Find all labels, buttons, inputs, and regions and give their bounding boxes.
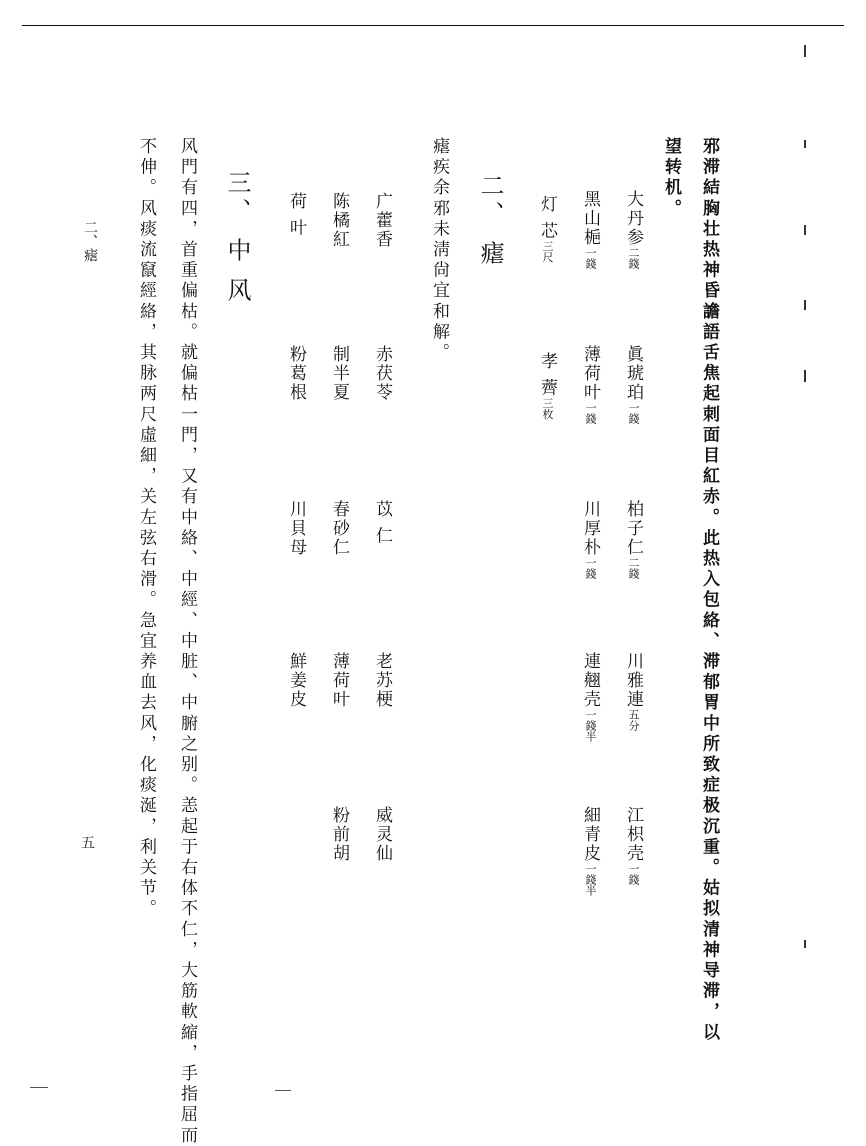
herb-entry — [624, 190, 641, 269]
top-rule — [22, 25, 844, 26]
herb-name: 黑山梔 — [580, 190, 600, 247]
herb-name: 大丹参 — [623, 190, 643, 247]
herb-name: 眞琥珀 — [623, 345, 643, 402]
body-column: 邪滞結胸壮热神昏譫語舌焦起刺面目紅赤。此热入包絡、滞郁胃中所致症极沉重。姑拟清神导滞，以 — [699, 137, 719, 1044]
margin-mark — [804, 940, 806, 948]
page-number: 五 — [79, 835, 95, 849]
herb-entry — [581, 190, 598, 269]
herb-dose: 一錢 — [584, 247, 597, 269]
herb-dose: 二錢 — [627, 247, 640, 269]
herb-dose: 一錢 — [584, 402, 597, 424]
herb-name: 連翹壳 — [580, 652, 600, 709]
herb-name: 赤茯苓 — [372, 345, 392, 402]
margin-mark — [804, 300, 806, 310]
herb-name: 粉前胡 — [329, 806, 349, 863]
margin-mark — [804, 45, 806, 57]
running-header: 二、瘧 — [82, 220, 98, 262]
herb-dose: 一錢半 — [584, 709, 597, 742]
herb-name: 薄荷叶 — [580, 345, 600, 402]
margin-mark — [804, 370, 806, 382]
herb-name: 鮮姜皮 — [286, 652, 306, 709]
herb-entry — [538, 195, 555, 262]
herb-name: 广藿香 — [372, 192, 392, 249]
body-column: 望转机。 — [661, 137, 681, 220]
herb-name: 粉葛根 — [286, 345, 306, 402]
herb-dose: 一錢 — [627, 402, 640, 424]
section-description: 瘧疾余邪未淸尙宜和解。 — [429, 137, 449, 364]
herb-entry — [581, 806, 598, 896]
herb-name: 威灵仙 — [372, 806, 392, 863]
herb-dose: 一錢 — [584, 557, 597, 579]
herb-dose: 三尺 — [541, 240, 554, 263]
herb-name: 春砂仁 — [329, 500, 349, 557]
herb-dose: 一錢半 — [584, 863, 597, 896]
section-heading-three: 三、 中 风 — [223, 170, 251, 306]
margin-mark — [804, 225, 806, 235]
herb-name: 川雅連 — [623, 652, 643, 709]
herb-entry — [538, 352, 555, 419]
margin-mark — [804, 140, 806, 148]
herb-name: 細青皮 — [580, 806, 600, 863]
herb-name: 制半夏 — [329, 345, 349, 402]
herb-entry — [581, 345, 598, 424]
herb-entry — [624, 652, 641, 731]
herb-name: 孝 薺 — [537, 352, 557, 398]
herb-name: 薄荷叶 — [329, 652, 349, 709]
body-column: 不伸。风痰流竄經絡，其脉两尺虛細，关左弦右滑。急宜养血去风，化痰涎，利关节。 — [136, 137, 156, 920]
herb-name: 老苏梗 — [372, 652, 392, 709]
herb-entry — [624, 345, 641, 424]
herb-name: 苡 仁 — [372, 500, 392, 546]
herb-entry — [581, 652, 598, 742]
herb-name: 灯 芯 — [537, 195, 557, 241]
herb-dose: 五分 — [627, 709, 640, 731]
body-column: 风門有四，首重偏枯。就偏枯一門，又有中絡、中經、中脏、中腑之别。恙起于右体不仁，大筋軟縮，手指屈而 — [177, 137, 197, 1146]
herb-name: 荷 叶 — [286, 192, 306, 238]
herb-dose: 三枚 — [541, 397, 554, 420]
herb-entry — [624, 500, 641, 579]
herb-entry — [581, 500, 598, 579]
herb-name: 柏子仁 — [623, 500, 643, 557]
scan-noise — [30, 1087, 48, 1088]
herb-entry — [624, 806, 641, 885]
herb-name: 川厚朴 — [580, 500, 600, 557]
section-heading-two: 二、 瘧 — [476, 173, 504, 269]
herb-name: 江枳壳 — [623, 806, 643, 863]
herb-dose: 一錢 — [627, 863, 640, 885]
herb-dose: 二錢 — [627, 557, 640, 579]
scan-noise — [275, 1090, 291, 1091]
herb-name: 川貝母 — [286, 500, 306, 557]
herb-name: 陈橘紅 — [329, 192, 349, 249]
